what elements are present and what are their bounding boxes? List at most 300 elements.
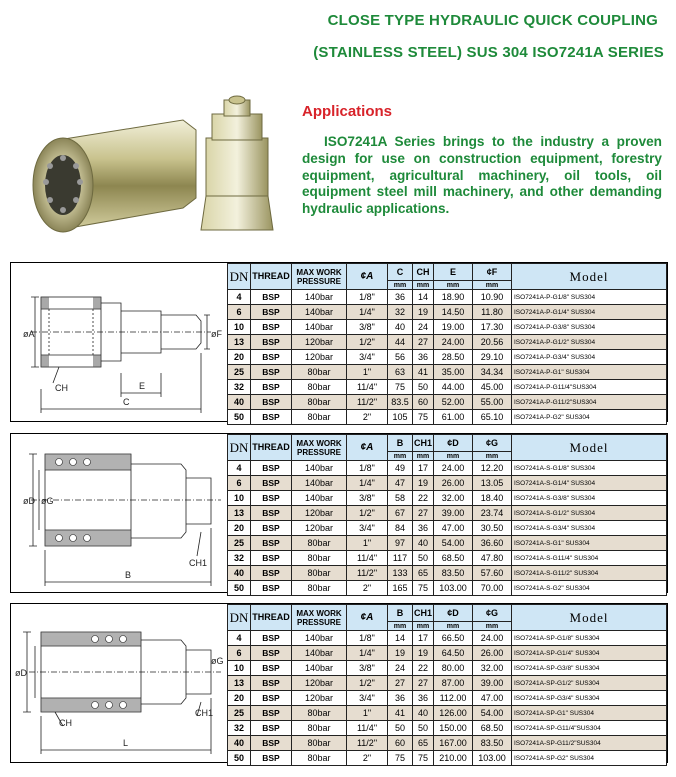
table-cell: BSP [251,691,292,706]
table-cell: ISO7241A-P-G1/2" SUS304 [512,335,667,350]
table-cell: 32 [228,721,251,736]
unit-cell: mm [434,281,473,290]
table-cell: 27 [413,506,434,521]
unit-cell: mm [473,622,512,631]
table-cell: 1/8" [347,631,388,646]
unit-cell: mm [388,281,413,290]
diagram-label: C [123,397,130,407]
diagram-label: øG [211,656,224,666]
table-cell: 19 [413,476,434,491]
spec-block-socket [10,433,668,593]
table-cell: 24.00 [434,335,473,350]
table-cell: BSP [251,320,292,335]
table-cell: 20 [228,521,251,536]
table-cell: 10 [228,320,251,335]
diagram-label: L [123,738,129,748]
table-cell: 103.00 [473,751,512,766]
table-cell: 28.50 [434,350,473,365]
table-cell: 32.00 [473,661,512,676]
table-cell: 97 [388,536,413,551]
table-cell: ISO7241A-SP-G11/2"SUS304 [512,736,667,751]
table-cell: 54.00 [473,706,512,721]
table-cell: 126.00 [434,706,473,721]
table-cell: 140bar [292,491,347,506]
table-cell: 83.50 [434,566,473,581]
unit-cell: mm [434,452,473,461]
table-cell: 14 [413,290,434,305]
table-cell: 87.00 [434,676,473,691]
col-header: MAX WORK PRESSURE [292,605,347,631]
table-cell: 1/2" [347,335,388,350]
table-cell: 24 [388,661,413,676]
table-cell: 25 [228,706,251,721]
diagram-label: øA [23,329,35,339]
table-cell: BSP [251,290,292,305]
col-header: DN [228,264,251,290]
table-cell: ISO7241A-SP-G3/4" SUS304 [512,691,667,706]
table-cell: 80bar [292,365,347,380]
table-cell: 75 [413,581,434,596]
table-cell: 20 [228,350,251,365]
plug-cross-section-diagram [11,263,227,421]
table-cell: 49 [388,461,413,476]
col-header: DN [228,435,251,461]
table-cell: 50 [413,551,434,566]
table-cell: 50 [413,380,434,395]
table-cell: 61.00 [434,410,473,425]
col-header: B [388,435,413,452]
table-cell: 80.00 [434,661,473,676]
table-cell: 120bar [292,506,347,521]
table-row [228,751,667,766]
table-row [228,551,667,566]
table-cell: 14 [388,631,413,646]
table-cell: 120bar [292,521,347,536]
table-cell: 75 [413,410,434,425]
table-cell: BSP [251,380,292,395]
table-cell: 140bar [292,461,347,476]
table-cell: 1" [347,536,388,551]
table-cell: 12.20 [473,461,512,476]
table-cell: 167.00 [434,736,473,751]
table-cell: 25 [228,536,251,551]
table-cell: 50 [413,721,434,736]
table-cell: 27 [413,335,434,350]
table-cell: 57.60 [473,566,512,581]
table-cell: 44 [388,335,413,350]
spec-block-plug [10,262,668,422]
col-header: ¢G [473,605,512,622]
table-cell: 50 [228,581,251,596]
table-row [228,521,667,536]
coupling-set-cross-section-diagram [11,604,227,762]
table-cell: 140bar [292,290,347,305]
table-cell: 47.00 [473,691,512,706]
table-row [228,410,667,425]
table-cell: 27 [388,676,413,691]
table-cell: ISO7241A-S-G11/4" SUS304 [512,551,667,566]
table-cell: 120bar [292,350,347,365]
table-row [228,290,667,305]
table-cell: 58 [388,491,413,506]
table-cell: BSP [251,476,292,491]
table-cell: 120bar [292,676,347,691]
table-cell: 47 [388,476,413,491]
table-cell: ISO7241A-P-G1/4" SUS304 [512,305,667,320]
table-cell: 80bar [292,395,347,410]
table-cell: 40 [413,706,434,721]
table-cell: 50 [228,410,251,425]
table-cell: 165 [388,581,413,596]
table-row [228,320,667,335]
table-cell: ISO7241A-S-G11/2" SUS304 [512,566,667,581]
table-cell: 140bar [292,646,347,661]
table-cell: 11.80 [473,305,512,320]
table-cell: BSP [251,491,292,506]
table-cell: ISO7241A-P-G3/8" SUS304 [512,320,667,335]
table-cell: 13 [228,676,251,691]
table-cell: 20.56 [473,335,512,350]
col-header: E [434,264,473,281]
table-cell: 55.00 [473,395,512,410]
table-row [228,721,667,736]
table-row [228,631,667,646]
table-row [228,676,667,691]
diagram-label: øD [23,496,35,506]
table-cell: BSP [251,536,292,551]
table-cell: BSP [251,646,292,661]
table-cell: 70.00 [473,581,512,596]
table-cell: ISO7241A-SP-G3/8" SUS304 [512,661,667,676]
table-cell: 3/4" [347,691,388,706]
table-cell: 1/4" [347,646,388,661]
table-cell: 68.50 [434,551,473,566]
applications-heading: Applications [302,103,393,120]
table-cell: 6 [228,305,251,320]
table-cell: 80bar [292,751,347,766]
table-cell: 47.80 [473,551,512,566]
diagram-label: øD [15,668,27,678]
table-cell: 19.00 [434,320,473,335]
table-cell: 24.00 [473,631,512,646]
table-cell: 1/4" [347,476,388,491]
page-subtitle: (STAINLESS STEEL) SUS 304 ISO7241A SERIES [313,44,664,61]
col-header: MAX WORK PRESSURE [292,264,347,290]
table-cell: BSP [251,631,292,646]
table-cell: 26.00 [434,476,473,491]
col-header: ¢D [434,605,473,622]
col-header: ¢G [473,435,512,452]
table-cell: 80bar [292,566,347,581]
table-cell: 20 [228,691,251,706]
table-cell: 13 [228,506,251,521]
table-cell: ISO7241A-P-G11/2"SUS304 [512,395,667,410]
table-cell: 39.00 [434,506,473,521]
table-cell: 2" [347,751,388,766]
table-cell: 22 [413,491,434,506]
spec-table [227,604,667,766]
table-cell: 32 [228,380,251,395]
table-cell: 40 [228,566,251,581]
table-row [228,365,667,380]
table-cell: BSP [251,395,292,410]
table-cell: 65 [413,566,434,581]
table-cell: 140bar [292,305,347,320]
table-cell: 56 [388,350,413,365]
table-cell: 1" [347,365,388,380]
col-header: ¢A [347,605,388,631]
table-cell: 117 [388,551,413,566]
table-cell: 60 [413,395,434,410]
table-cell: ISO7241A-P-G2" SUS304 [512,410,667,425]
table-cell: 22 [413,661,434,676]
table-cell: 3/8" [347,320,388,335]
table-cell: 80bar [292,380,347,395]
table-cell: 29.10 [473,350,512,365]
table-cell: 80bar [292,706,347,721]
table-cell: ISO7241A-SP-G1/8" SUS304 [512,631,667,646]
table-cell: 36.60 [473,536,512,551]
diagram-label: B [125,570,132,580]
table-cell: 26.00 [473,646,512,661]
table-cell: BSP [251,410,292,425]
unit-cell: mm [434,622,473,631]
table-cell: 19 [388,646,413,661]
table-cell: 19 [413,305,434,320]
table-cell: 3/4" [347,350,388,365]
table-cell: 54.00 [434,536,473,551]
table-cell: 50 [388,721,413,736]
table-cell: 18.40 [473,491,512,506]
table-cell: ISO7241A-SP-G1/4" SUS304 [512,646,667,661]
table-cell: 3/8" [347,491,388,506]
table-cell: ISO7241A-SP-G2" SUS304 [512,751,667,766]
col-header: THREAD [251,264,292,290]
col-header: MAX WORK PRESSURE [292,435,347,461]
table-cell: 41 [388,706,413,721]
table-row [228,395,667,410]
table-cell: 36 [413,691,434,706]
table-cell: BSP [251,521,292,536]
table-cell: 10.90 [473,290,512,305]
diagram-label: øG [41,496,54,506]
unit-cell: mm [388,622,413,631]
table-cell: 36 [388,290,413,305]
table-cell: 19 [413,646,434,661]
table-cell: 63 [388,365,413,380]
table-cell: 30.50 [473,521,512,536]
table-cell: 11/4" [347,551,388,566]
table-cell: ISO7241A-S-G1/2" SUS304 [512,506,667,521]
table-cell: 112.00 [434,691,473,706]
diagram-label: CH1 [195,708,214,718]
table-cell: 1/8" [347,290,388,305]
table-cell: 25 [228,365,251,380]
table-row [228,661,667,676]
table-cell: 11/2" [347,395,388,410]
table-cell: 80bar [292,410,347,425]
col-header: Model [512,605,667,631]
diagram-label: CH [55,383,68,393]
table-row [228,566,667,581]
table-cell: BSP [251,461,292,476]
table-cell: BSP [251,736,292,751]
table-cell: 80bar [292,551,347,566]
table-row [228,305,667,320]
table-row [228,380,667,395]
table-cell: 36 [413,350,434,365]
table-cell: 40 [228,395,251,410]
col-header: Model [512,264,667,290]
table-cell: 32 [388,305,413,320]
table-row [228,536,667,551]
spec-table [227,263,667,425]
table-cell: 23.74 [473,506,512,521]
table-cell: ISO7241A-SP-G1/2" SUS304 [512,676,667,691]
col-header: DN [228,605,251,631]
table-row [228,736,667,751]
table-cell: 65.10 [473,410,512,425]
table-cell: BSP [251,676,292,691]
table-cell: 150.00 [434,721,473,736]
diagram-label: CH [59,718,72,728]
table-cell: BSP [251,350,292,365]
table-cell: 75 [413,751,434,766]
table-cell: 75 [388,751,413,766]
table-cell: BSP [251,335,292,350]
table-cell: 3/8" [347,661,388,676]
table-cell: 32 [228,551,251,566]
table-cell: 39.00 [473,676,512,691]
table-cell: BSP [251,661,292,676]
table-row [228,646,667,661]
table-cell: 210.00 [434,751,473,766]
table-cell: 66.50 [434,631,473,646]
diagram-label: CH1 [189,558,208,568]
table-row [228,335,667,350]
table-cell: 80bar [292,581,347,596]
table-cell: ISO7241A-SP-G1" SUS304 [512,706,667,721]
table-row [228,581,667,596]
col-header: THREAD [251,605,292,631]
table-cell: BSP [251,581,292,596]
table-row [228,350,667,365]
table-cell: 140bar [292,631,347,646]
table-cell: 140bar [292,661,347,676]
table-cell: 35.00 [434,365,473,380]
diagram-label: øF [211,329,222,339]
table-cell: 27 [413,676,434,691]
table-cell: 6 [228,646,251,661]
table-cell: 2" [347,581,388,596]
table-cell: 80bar [292,721,347,736]
table-cell: 3/4" [347,521,388,536]
col-header: Model [512,435,667,461]
table-cell: 4 [228,290,251,305]
table-cell: 120bar [292,691,347,706]
table-cell: 44.00 [434,380,473,395]
col-header: ¢F [473,264,512,281]
unit-cell: mm [473,281,512,290]
col-header: ¢A [347,264,388,290]
table-cell: 13.05 [473,476,512,491]
table-cell: ISO7241A-P-G3/4" SUS304 [512,350,667,365]
table-cell: 65 [413,736,434,751]
table-cell: ISO7241A-S-G1/4" SUS304 [512,476,667,491]
table-cell: 120bar [292,335,347,350]
table-cell: 10 [228,491,251,506]
table-cell: 10 [228,661,251,676]
unit-cell: mm [388,452,413,461]
col-header: THREAD [251,435,292,461]
spec-table [227,434,667,596]
table-cell: 84 [388,521,413,536]
table-cell: BSP [251,751,292,766]
table-cell: 50 [228,751,251,766]
unit-cell: mm [413,281,434,290]
unit-cell: mm [413,622,434,631]
diagram-label: E [139,381,146,391]
table-cell: 40 [228,736,251,751]
table-cell: 40 [413,536,434,551]
table-row [228,476,667,491]
table-row [228,506,667,521]
table-cell: ISO7241A-P-G1" SUS304 [512,365,667,380]
table-cell: BSP [251,706,292,721]
table-cell: 17 [413,631,434,646]
table-cell: 11/2" [347,736,388,751]
table-cell: 17.30 [473,320,512,335]
table-cell: 80bar [292,536,347,551]
unit-cell: mm [473,452,512,461]
table-cell: BSP [251,305,292,320]
table-cell: 1" [347,706,388,721]
applications-text: ISO7241A Series brings to the industry a proven design for use on construction equipment, forestry equipment, agricultural machinery, oil tools, oil equipment steel mill machinery, and other demanding hydraulic applications. [302,134,662,217]
page-title: CLOSE TYPE HYDRAULIC QUICK COUPLING [327,12,658,29]
table-cell: 41 [413,365,434,380]
table-cell: 13 [228,335,251,350]
table-cell: ISO7241A-S-G2" SUS304 [512,581,667,596]
table-cell: 11/4" [347,380,388,395]
table-cell: ISO7241A-P-G1/8" SUS304 [512,290,667,305]
table-cell: 32.00 [434,491,473,506]
table-cell: 4 [228,461,251,476]
table-cell: 140bar [292,320,347,335]
table-cell: 67 [388,506,413,521]
table-cell: ISO7241A-S-G3/4" SUS304 [512,521,667,536]
table-cell: 40 [388,320,413,335]
table-cell: 60 [388,736,413,751]
table-cell: 34.34 [473,365,512,380]
table-cell: 64.50 [434,646,473,661]
table-cell: 6 [228,476,251,491]
table-cell: BSP [251,551,292,566]
col-header: B [388,605,413,622]
table-cell: 83.50 [473,736,512,751]
table-cell: ISO7241A-S-G1" SUS304 [512,536,667,551]
table-cell: ISO7241A-P-G11/4"SUS304 [512,380,667,395]
col-header: ¢A [347,435,388,461]
col-header: C [388,264,413,281]
table-cell: 1/2" [347,506,388,521]
table-cell: BSP [251,721,292,736]
col-header: CH1 [413,435,434,452]
table-cell: 17 [413,461,434,476]
unit-cell: mm [413,452,434,461]
table-cell: 2" [347,410,388,425]
table-cell: 1/2" [347,676,388,691]
col-header: CH [413,264,434,281]
